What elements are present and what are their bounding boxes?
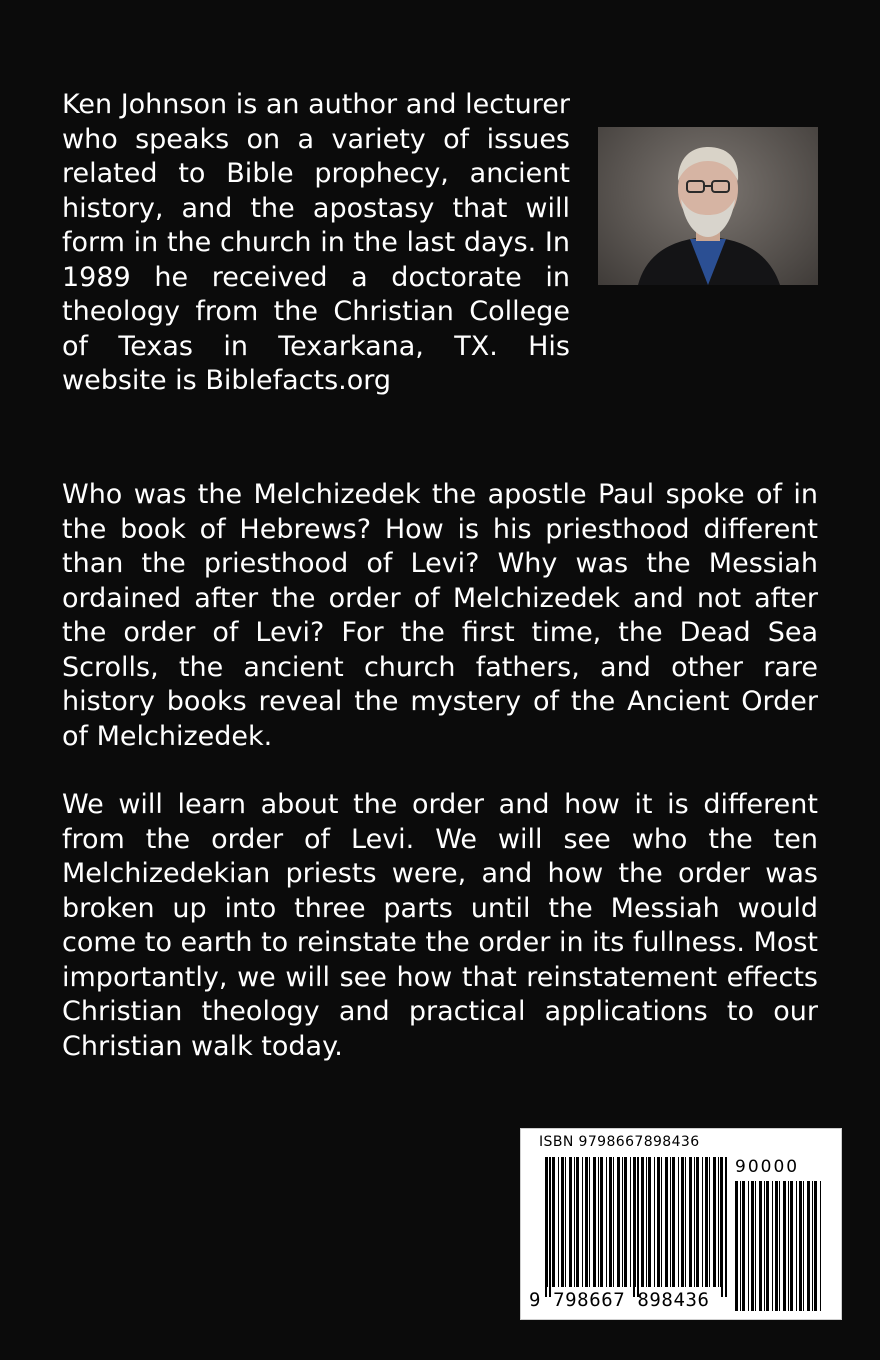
addon-code: 90000 (735, 1157, 800, 1177)
author-portrait-image (598, 127, 818, 285)
description-paragraph-2: We will learn about the order and how it is different from the order of Levi. We will see who the ten Melchizedekian priests were, and how the order was broken up into three parts until the Messiah would come to earth to reinstate the order in its fullness. Most importantly, we will see how that reinstatement effects Christian theology and practical applications to our Christian walk today. (62, 789, 818, 1062)
isbn-barcode (520, 1128, 842, 1320)
barcode-number: 9 798667 898436 (529, 1289, 710, 1311)
author-bio: Ken Johnson is an author and lecturer who speaks on a variety of issues related to Bible prophecy, ancient history, and the apostasy that will form in the church in the last days. In 1989 he received a doctorate in theology from the Christian College of Texas in Texarkana, TX. His website is Biblefacts.org (62, 89, 570, 396)
isbn-label: ISBN 9798667898436 (539, 1134, 700, 1150)
author-photo (598, 127, 818, 285)
description-paragraph-1: Who was the Melchizedek the apostle Paul spoke of in the book of Hebrews? How is his priesthood different than the priesthood of Levi? Why was the Messiah ordained after the order of Melchizedek and not after the order of Levi? For the first time, the Dead Sea Scrolls, the ancient church fathers, and other rare history books reveal the mystery of the Ancient Order of Melchizedek. (62, 479, 818, 752)
book-description (62, 478, 818, 1098)
